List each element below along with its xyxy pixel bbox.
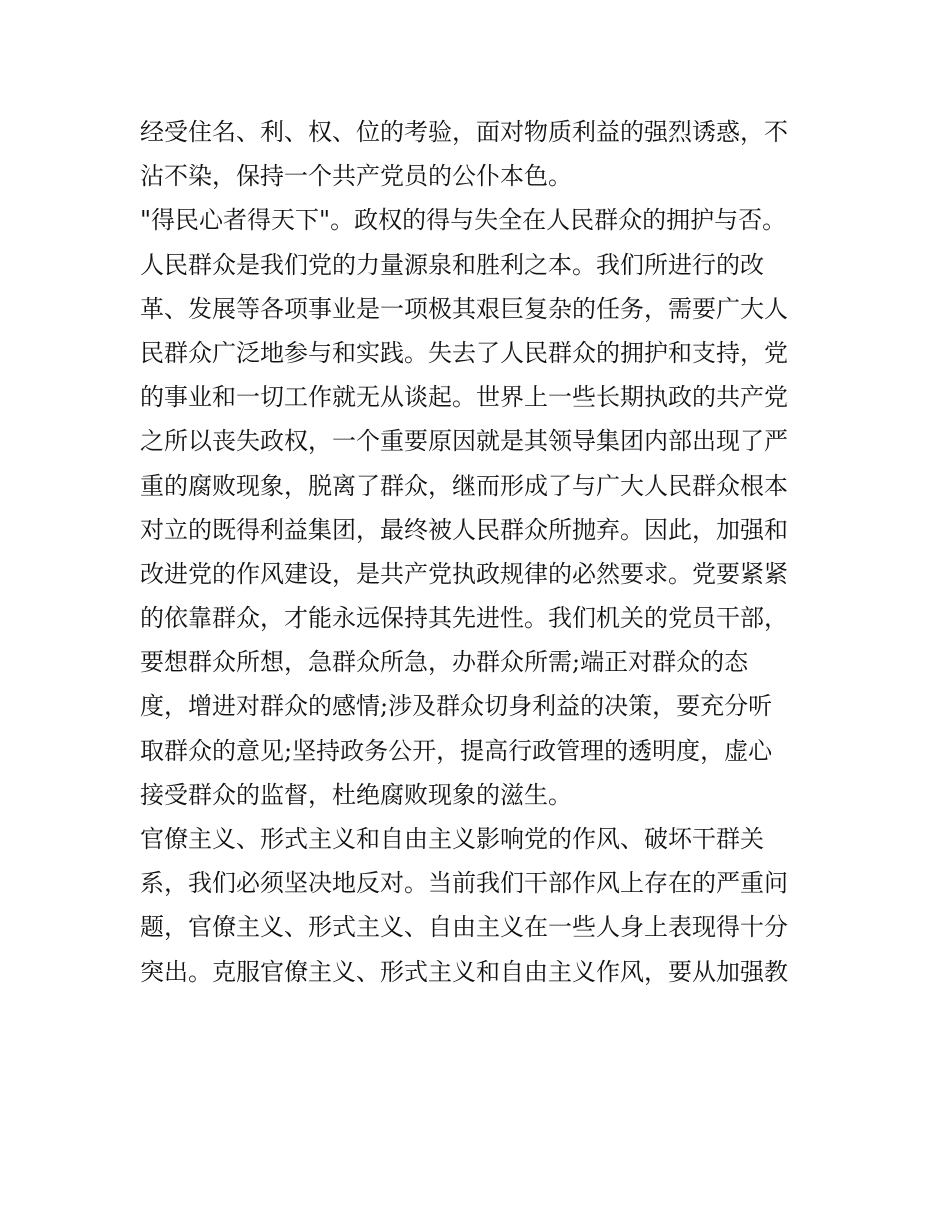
text-line: 沾不染，保持一个共产党员的公仆本色。	[140, 162, 572, 191]
text-line: 对立的既得利益集团，最终被人民群众所抛弃。因此，加强和	[140, 515, 788, 544]
text-line: 革、发展等各项事业是一项极其艰巨复杂的任务，需要广大人	[140, 294, 788, 323]
text-line: 人民群众是我们党的力量源泉和胜利之本。我们所进行的改	[140, 250, 764, 279]
document-body	[140, 110, 820, 994]
text-line: 系，我们必须坚决地反对。当前我们干部作风上存在的严重问	[140, 869, 788, 898]
text-line: 之所以丧失政权，一个重要原因就是其领导集团内部出现了严	[140, 427, 788, 456]
text-line: 官僚主义、形式主义和自由主义影响党的作风、破坏干群关	[140, 825, 764, 853]
text-line: 接受群众的监督，杜绝腐败现象的滋生。	[140, 780, 572, 809]
text-line: 改进党的作风建设，是共产党执政规律的必然要求。党要紧紧	[140, 559, 788, 588]
text-line: 题，官僚主义、形式主义、自由主义在一些人身上表现得十分	[140, 913, 788, 942]
text-line: 的事业和一切工作就无从谈起。世界上一些长期执政的共产党	[140, 383, 788, 412]
text-line: 突出。克服官僚主义、形式主义和自由主义作风，要从加强教	[140, 957, 788, 986]
text-line: "得民心者得天下"。政权的得与失全在人民群众的拥护与否。	[140, 206, 787, 235]
text-line: 经受住名、利、权、位的考验，面对物质利益的强烈诱惑，不	[140, 118, 788, 146]
text-line: 取群众的意见;坚持政务公开，提高行政管理的透明度，虚心	[140, 736, 773, 765]
text-line: 重的腐败现象，脱离了群众，继而形成了与广大人民群众根本	[140, 471, 788, 500]
text-line: 要想群众所想，急群众所急，办群众所需;端正对群众的态	[140, 648, 749, 677]
text-line: 的依靠群众，才能永远保持其先进性。我们机关的党员干部，	[140, 604, 788, 633]
text-line: 民群众广泛地参与和实践。失去了人民群众的拥护和支持，党	[140, 338, 788, 367]
text-line: 度，增进对群众的感情;涉及群众切身利益的决策，要充分听	[140, 692, 773, 721]
